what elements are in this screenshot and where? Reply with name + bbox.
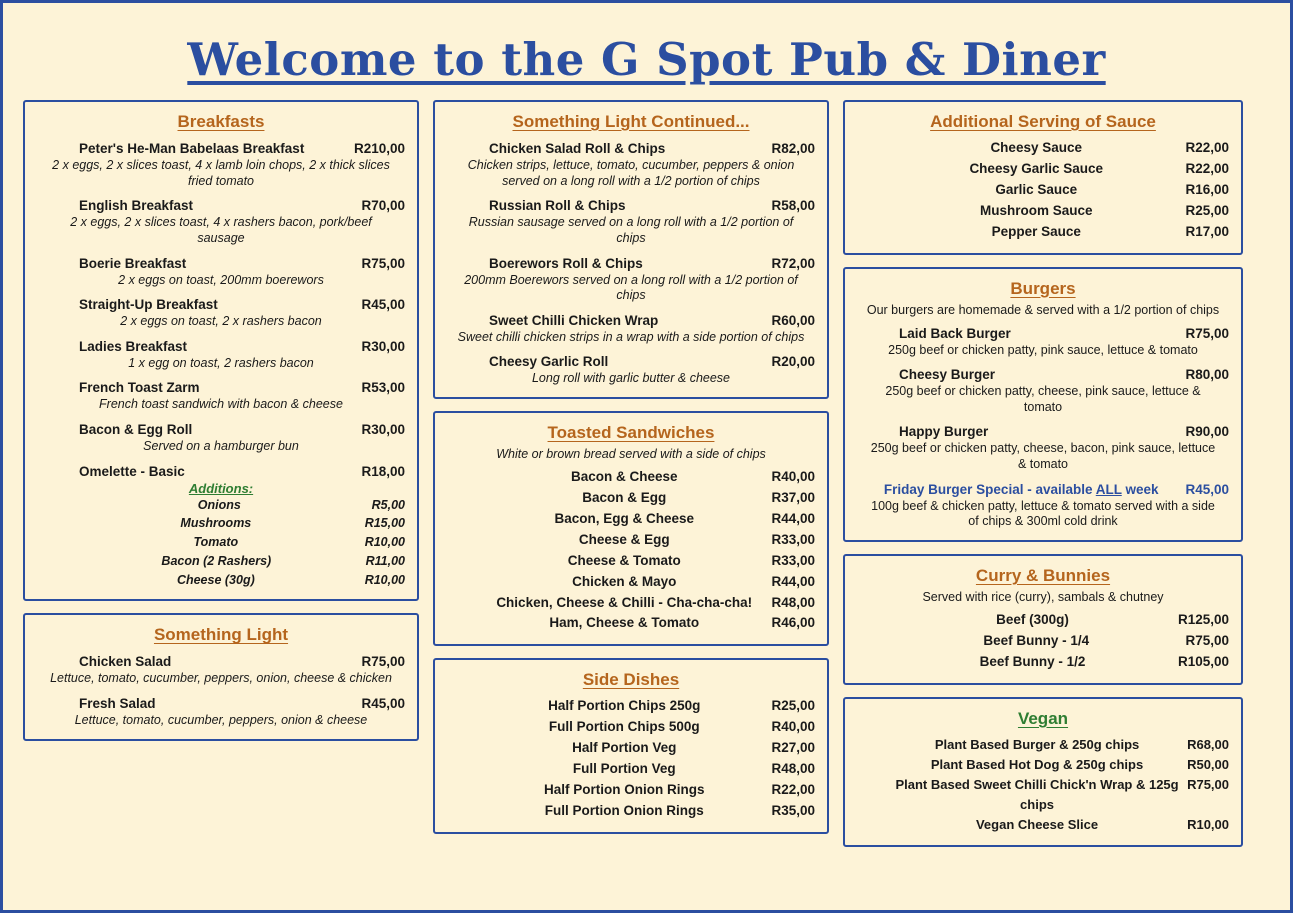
menu-item — [447, 467, 815, 488]
menu-item — [447, 488, 815, 509]
item-desc: Sweet chilli chicken strips in a wrap with a side portion of chips — [457, 329, 805, 344]
item-name: Chicken & Mayo — [572, 573, 677, 589]
section-title: Burgers — [1010, 278, 1076, 298]
item-price: R90,00 — [1185, 424, 1229, 440]
menu-item — [447, 780, 815, 801]
item-name: Peter's He-Man Babelaas Breakfast — [79, 141, 305, 156]
menu-item — [447, 613, 815, 634]
addition-row — [37, 571, 405, 590]
item-price: R68,00 — [1187, 736, 1229, 752]
item-name: English Breakfast — [79, 198, 194, 214]
item-desc: 1 x egg on toast, 2 rashers bacon — [128, 355, 314, 370]
item-desc: 2 x eggs on toast, 200mm boerewors — [118, 272, 324, 287]
section-title: Toasted Sandwiches — [547, 423, 715, 442]
menu-item — [447, 759, 815, 780]
item-name: Chicken, Cheese & Chilli - Cha-cha-cha! — [496, 594, 753, 610]
menu-item — [447, 509, 815, 530]
item-name: Bacon & Egg Roll — [79, 422, 193, 437]
menu-item — [857, 610, 1229, 631]
item-price: R17,00 — [1185, 223, 1229, 239]
menu-item — [447, 717, 815, 738]
item-desc: Long roll with garlic butter & cheese — [531, 371, 731, 386]
menu-item — [37, 339, 405, 372]
item-price: R25,00 — [771, 698, 815, 714]
item-price: R22,00 — [1185, 140, 1229, 155]
item-name: Cheesy Garlic Sauce — [969, 160, 1104, 176]
item-price: R48,00 — [771, 761, 815, 777]
item-name: Full Portion Veg — [572, 761, 676, 777]
addition-name: Mushrooms — [180, 516, 252, 531]
item-name: Straight-Up Breakfast — [79, 297, 218, 313]
item-name: Chicken Salad Roll & Chips — [489, 141, 666, 156]
item-price: R53,00 — [361, 380, 405, 396]
item-desc: 250g beef or chicken patty, pink sauce, lettuce & tomato — [888, 342, 1198, 357]
item-price: R20,00 — [771, 354, 815, 370]
special-desc: 100g beef & chicken patty, lettuce & tomato served with a side of chips & 300ml cold drink — [871, 498, 1215, 529]
item-name: Beef (300g) — [996, 611, 1069, 627]
item-price: R40,00 — [771, 469, 815, 484]
item-name: French Toast Zarm — [79, 380, 200, 396]
item-price: R27,00 — [771, 740, 815, 756]
item-price: R44,00 — [771, 573, 815, 589]
item-name: Vegan Cheese Slice — [975, 817, 1099, 833]
item-name: Beef Bunny - 1/4 — [983, 632, 1090, 648]
column-middle — [433, 100, 829, 834]
item-desc: Russian sausage served on a long roll with a 1/2 portion of chips — [468, 215, 794, 245]
item-price: R125,00 — [1177, 611, 1229, 627]
item-name: Mushroom Sauce — [979, 202, 1093, 218]
menu-item — [857, 367, 1229, 415]
section-something-light — [23, 613, 419, 740]
menu-item — [857, 631, 1229, 652]
item-price: R75,00 — [1185, 325, 1229, 341]
addition-row — [37, 533, 405, 552]
item-price: R105,00 — [1177, 653, 1229, 669]
addition-row — [37, 496, 405, 515]
item-price: R25,00 — [1185, 202, 1229, 218]
item-name: Garlic Sauce — [995, 181, 1078, 197]
menu-item — [37, 380, 405, 413]
menu-item — [857, 159, 1229, 180]
item-price: R22,00 — [1185, 160, 1229, 176]
section-title: Curry & Bunnies — [975, 565, 1111, 585]
item-desc: 250g beef or chicken patty, cheese, pink sauce, lettuce & tomato — [885, 384, 1201, 414]
section-burgers — [843, 267, 1243, 542]
menu-item — [37, 256, 405, 289]
special-price: R45,00 — [1185, 481, 1229, 497]
section-note: Served with rice (curry), sambals & chutney — [922, 589, 1164, 604]
menu-item — [447, 572, 815, 593]
item-name: Chicken Salad — [79, 654, 172, 670]
item-name: Plant Based Sweet Chilli Chick'n Wrap & 125g chips — [895, 777, 1179, 813]
item-price: R46,00 — [771, 615, 815, 631]
section-sauces — [843, 100, 1243, 255]
item-price: R210,00 — [353, 141, 405, 156]
item-name: Cheesy Sauce — [990, 140, 1082, 155]
item-price: R82,00 — [771, 141, 815, 156]
item-desc: 200mm Boerewors served on a long roll with a 1/2 portion of chips — [464, 272, 798, 303]
item-price: R35,00 — [771, 802, 815, 818]
menu-columns — [23, 100, 1270, 847]
item-price: R44,00 — [771, 510, 815, 526]
addition-row — [37, 552, 405, 571]
section-note: White or brown bread served with a side of chips — [496, 447, 766, 461]
addition-row — [37, 514, 405, 533]
menu-item — [857, 755, 1229, 775]
item-price: R16,00 — [1185, 181, 1229, 197]
item-name: Bacon & Egg — [582, 489, 667, 505]
item-price: R45,00 — [361, 297, 405, 313]
section-something-light-continued — [433, 100, 829, 399]
item-name: Ladies Breakfast — [79, 338, 188, 354]
menu-item-special — [857, 482, 1229, 530]
menu-item — [447, 551, 815, 572]
section-note: Our burgers are homemade & served with a 1/2 portion of chips — [866, 302, 1220, 317]
item-name: Full Portion Chips 500g — [548, 719, 700, 735]
item-name: Cheesy Garlic Roll — [489, 354, 609, 370]
addition-price: R15,00 — [364, 516, 405, 531]
item-name: Cheese & Tomato — [567, 552, 681, 568]
item-name: Omelette - Basic — [79, 463, 185, 479]
special-name: Friday Burger Special - available ALL week — [883, 481, 1159, 497]
addition-name: Bacon (2 Rashers) — [161, 553, 272, 568]
menu-item — [37, 198, 405, 246]
item-name: Laid Back Burger — [899, 325, 1011, 341]
menu-item — [447, 198, 815, 246]
item-name: Full Portion Onion Rings — [544, 802, 704, 818]
menu-item — [447, 696, 815, 717]
item-name: Fresh Salad — [79, 696, 156, 711]
menu-item — [447, 354, 815, 387]
item-price: R48,00 — [771, 594, 815, 610]
menu-item — [857, 424, 1229, 472]
item-desc: Lettuce, tomato, cucumber, peppers, onion, cheese & chicken — [50, 671, 392, 686]
menu-item — [37, 654, 405, 687]
section-toasted-sandwiches — [433, 411, 829, 646]
item-name: Russian Roll & Chips — [489, 198, 626, 214]
addition-name: Cheese (30g) — [176, 572, 255, 587]
item-name: Bacon, Egg & Cheese — [554, 510, 694, 526]
section-vegan — [843, 697, 1243, 848]
menu-item — [447, 530, 815, 551]
additions-title: Additions: — [188, 480, 254, 496]
item-price: R45,00 — [361, 696, 405, 711]
item-price: R75,00 — [361, 255, 405, 271]
item-name: Cheesy Burger — [899, 367, 996, 383]
item-name: Happy Burger — [899, 424, 989, 440]
menu-item — [37, 422, 405, 455]
page-title: Welcome to the G Spot Pub & Diner — [187, 33, 1106, 86]
item-name: Pepper Sauce — [991, 223, 1081, 239]
item-price: R60,00 — [771, 312, 815, 328]
menu-item — [857, 652, 1229, 673]
section-title: Something Light Continued... — [512, 112, 750, 131]
section-title: Breakfasts — [177, 112, 265, 131]
menu-item — [447, 256, 815, 304]
item-price: R50,00 — [1187, 756, 1229, 772]
menu-item — [447, 313, 815, 346]
item-desc: Served on a hamburger bun — [143, 439, 299, 453]
item-name: Half Portion Veg — [572, 740, 677, 756]
addition-price: R10,00 — [364, 535, 405, 550]
item-price: R33,00 — [771, 531, 815, 547]
item-desc: 2 x eggs, 2 x slices toast, 4 x rashers bacon, pork/beef sausage — [70, 215, 372, 245]
item-price: R75,00 — [361, 654, 405, 670]
menu-item — [447, 141, 815, 189]
column-left — [23, 100, 419, 741]
section-side-dishes — [433, 658, 829, 834]
item-name: Beef Bunny - 1/2 — [979, 653, 1086, 669]
menu-item — [447, 801, 815, 822]
menu-item — [857, 326, 1229, 359]
item-desc: Lettuce, tomato, cucumber, peppers, onion & cheese — [74, 713, 368, 727]
menu-item — [857, 201, 1229, 222]
menu-item — [37, 696, 405, 729]
item-name: Sweet Chilli Chicken Wrap — [489, 312, 659, 328]
item-price: R80,00 — [1185, 367, 1229, 383]
item-desc: 2 x eggs on toast, 2 x rashers bacon — [120, 314, 322, 329]
section-breakfasts — [23, 100, 419, 601]
menu-item — [857, 815, 1229, 835]
menu-item — [857, 138, 1229, 159]
section-curry-bunnies — [843, 554, 1243, 685]
addition-name: Tomato — [193, 535, 239, 550]
menu-item — [857, 775, 1229, 815]
item-desc: 250g beef or chicken patty, cheese, bacon, pink sauce, lettuce & tomato — [870, 441, 1216, 472]
addition-price: R10,00 — [364, 572, 405, 587]
menu-item — [857, 180, 1229, 201]
menu-item — [447, 593, 815, 614]
item-name: Boerie Breakfast — [79, 255, 187, 271]
item-price: R30,00 — [361, 422, 405, 437]
section-title: Additional Serving of Sauce — [930, 112, 1156, 131]
item-name: Plant Based Burger & 250g chips — [934, 736, 1140, 752]
item-name: Cheese & Egg — [578, 531, 670, 547]
item-name: Boerewors Roll & Chips — [489, 255, 643, 271]
item-name: Half Portion Onion Rings — [543, 782, 705, 798]
item-desc: French toast sandwich with bacon & cheese — [99, 397, 343, 412]
item-price: R10,00 — [1187, 817, 1229, 833]
section-title: Something Light — [153, 625, 289, 645]
menu-item — [447, 738, 815, 759]
item-desc: Chicken strips, lettuce, tomato, cucumber, peppers & onion served on a long roll with a 1/2 portion of chips — [467, 158, 795, 188]
item-desc: 2 x eggs, 2 x slices toast, 4 x lamb loin chops, 2 x thick slices fried tomato — [52, 158, 390, 188]
menu-item — [37, 464, 405, 479]
column-right — [843, 100, 1243, 847]
item-name: Bacon & Cheese — [570, 469, 678, 484]
section-title: Side Dishes — [582, 670, 680, 690]
menu-item — [37, 297, 405, 330]
item-price: R30,00 — [361, 338, 405, 354]
item-price: R18,00 — [361, 463, 405, 479]
menu-item — [857, 735, 1229, 755]
item-price: R37,00 — [771, 489, 815, 505]
addition-name: Onions — [197, 497, 241, 512]
menu-item — [37, 141, 405, 189]
item-price: R70,00 — [361, 198, 405, 214]
addition-price: R11,00 — [365, 553, 405, 568]
menu-item — [857, 222, 1229, 243]
addition-price: R5,00 — [371, 497, 405, 512]
item-name: Half Portion Chips 250g — [548, 698, 701, 714]
item-price: R58,00 — [771, 198, 815, 214]
item-price: R75,00 — [1185, 632, 1229, 648]
item-price: R75,00 — [1187, 777, 1229, 793]
section-title: Vegan — [1017, 708, 1069, 728]
item-price: R33,00 — [771, 552, 815, 568]
item-price: R22,00 — [771, 782, 815, 798]
item-price: R40,00 — [771, 719, 815, 735]
item-price: R72,00 — [771, 255, 815, 271]
item-name: Ham, Cheese & Tomato — [549, 615, 700, 631]
item-name: Plant Based Hot Dog & 250g chips — [930, 756, 1144, 772]
